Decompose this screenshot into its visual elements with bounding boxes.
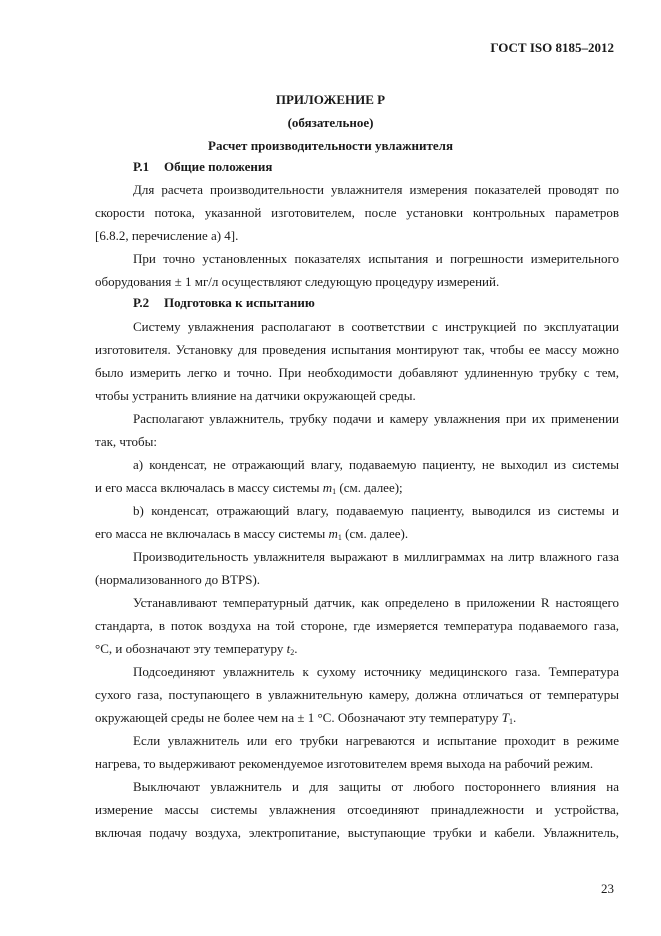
text-line: Устанавливают температурный датчик, как определено в приложении R настоящего — [133, 595, 619, 610]
text-line: включая подачу воздуха, электропитание, выступающие трубки и кабели. Увлажнитель, — [95, 825, 619, 840]
text-line: так, чтобы: — [95, 434, 157, 449]
text-line: его масса не включалась в массу системы $m_1$ (см. далее). — [95, 526, 409, 542]
section-title: Подготовка к испытанию — [164, 295, 315, 310]
symbol-t-subscript: 2 — [290, 648, 295, 657]
symbol-T: T — [501, 710, 509, 725]
text-line: [6.8.2, перечисление а) 4]. — [95, 228, 239, 243]
text-line: нагрева, то выдерживают рекомендуемое изготовителем время выхода на рабочий режим. — [95, 756, 594, 771]
symbol-m: m — [328, 526, 338, 541]
appendix-status: (обязательное) — [287, 115, 374, 130]
text-line: Для расчета производительности увлажнителя измерения показателей проводят по — [133, 182, 619, 197]
symbol-m-subscript: 1 — [337, 533, 342, 542]
appendix-title: ПРИЛОЖЕНИЕ Р — [275, 92, 386, 107]
text-line: окружающей среды не более чем на ± 1 °С. Обозначают эту температуру $T_1$. — [95, 710, 517, 726]
text-line: Располагают увлажнитель, трубку подачи и камеру увлажнения при их применении — [133, 411, 619, 426]
text-line: чтобы устранить влияние на датчики окружающей среды. — [95, 388, 416, 403]
page-number: 23 — [601, 881, 614, 896]
symbol-m-subscript: 1 — [332, 487, 337, 496]
section-heading — [133, 159, 272, 175]
symbol-t: t — [286, 641, 291, 656]
section-number: Р.2 — [133, 295, 150, 310]
symbol-T-subscript: 1 — [508, 717, 513, 726]
text-line: было измерить легко и точно. При необходимости добавляют удлиненную трубку с тем, — [95, 365, 619, 380]
section-heading — [133, 295, 315, 311]
document-header: ГОСТ ISO 8185–2012 — [490, 40, 614, 55]
text-line: а) конденсат, не отражающий влагу, подаваемую пациенту, не выходил из системы — [133, 457, 619, 472]
text-line: и его масса включалась в массу системы $m_1$ (см. далее); — [95, 480, 403, 496]
text-line: Производительность увлажнителя выражают в миллиграммах на литр влажного газа — [133, 549, 619, 564]
text-line: Если увлажнитель или его трубки нагреваются и испытание проходит в режиме — [133, 733, 619, 748]
text-line: b) конденсат, отражающий влагу, подаваемую пациенту, выводился из системы и — [133, 503, 619, 518]
symbol-m: m — [322, 480, 333, 495]
text-line: оборудования ± 1 мг/л осуществляют следующую процедуру измерений. — [95, 274, 500, 289]
text-line: °С, и обозначают эту температуру $t_2$. — [95, 641, 298, 657]
text-line: Подсоединяют увлажнитель к сухому источнику медицинского газа. Температура — [133, 664, 619, 679]
text-line: При точно установленных показателях испытания и погрешности измерительного — [133, 251, 619, 266]
appendix-heading: Расчет производительности увлажнителя — [208, 138, 453, 153]
text-line: Систему увлажнения располагают в соответствии с инструкцией по эксплуатации — [133, 319, 619, 334]
text-line: сухого газа, поступающего в увлажнительную камеру, должна отличаться от температуры — [95, 687, 619, 702]
section-number: Р.1 — [133, 159, 150, 174]
text-line: измерение массы системы увлажнения отсоединяют принадлежности и устройства, — [95, 802, 619, 817]
text-line: изготовителя. Установку для проведения испытания монтируют так, чтобы ее массу можно — [95, 342, 619, 357]
text-line: стандарта, в поток воздуха на той стороне, где измеряется температура подаваемого газа, — [95, 618, 619, 633]
section-title: Общие положения — [164, 159, 273, 174]
text-line: скорости потока, указанной изготовителем, после установки контрольных параметров — [95, 205, 619, 220]
text-line: Выключают увлажнитель и для защиты от любого постороннего влияния на — [133, 779, 619, 794]
text-line: (нормализованного до BTPS). — [95, 572, 261, 587]
